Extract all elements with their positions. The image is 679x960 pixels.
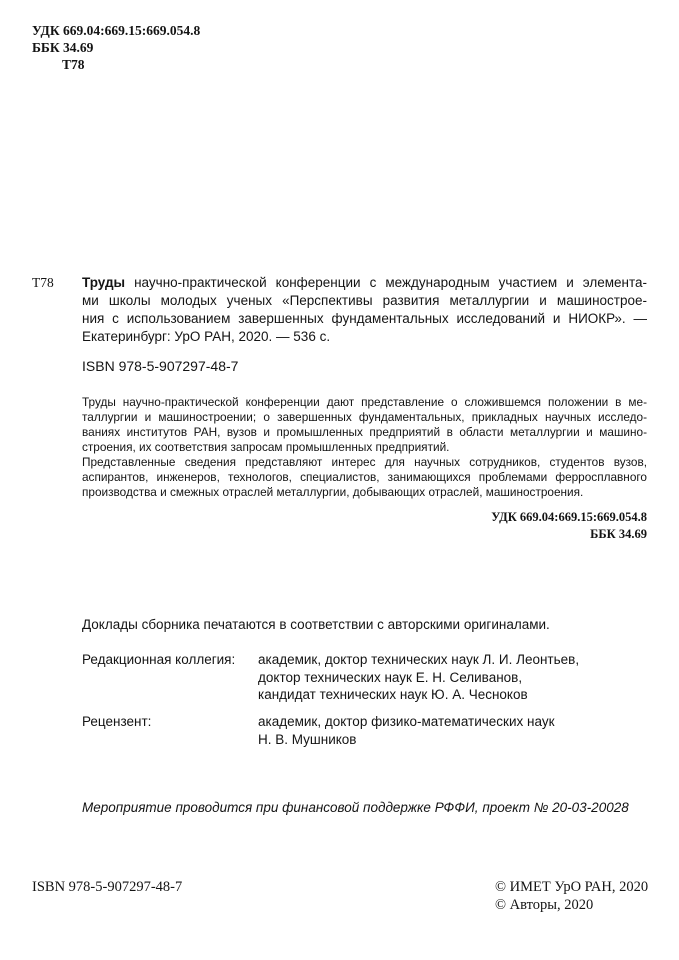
classification-header: [32, 22, 200, 73]
entry-title-lead: Труды: [82, 275, 126, 290]
reviewer-title: академик, доктор физико-математических наук: [258, 714, 555, 729]
isbn: ISBN 978-5-907297-48-7: [82, 358, 239, 374]
copyright-line: © ИМЕТ УрО РАН, 2020: [495, 879, 649, 895]
editorial-member: академик, доктор технических наук Л. И. Леонтьев,: [258, 652, 580, 667]
editorial-board-label: Редакционная коллегия:: [82, 652, 236, 667]
abstract-paragraph: [82, 455, 647, 500]
abstract-line: строения, их соответствия запросам промышленных предприятий.: [82, 440, 450, 454]
abstract-line: таллургии и машиностроении; о завершенных фундаментальных, прикладных научных исследо-: [82, 410, 647, 424]
abstract-line: Труды научно-практической конференции дают представление о сложившемся положении в ме-: [82, 395, 647, 409]
entry-line: [82, 274, 647, 292]
abstract-line: аспирантов, инженеров, технологов, специалистов, занимающихся проблемами ферросплавного: [82, 470, 647, 484]
udk-code: УДК 669.04:669.15:669.054.8: [491, 510, 647, 524]
entry-line: ми школы молодых ученых «Перспективы развития металлургии и машинострое-: [82, 293, 647, 308]
bbk-code: ББК 34.69: [32, 40, 94, 55]
funding-note: Мероприятие проводится при финансовой поддержке РФФИ, проект № 20-03-20028: [82, 800, 629, 815]
footer-isbn: ISBN 978-5-907297-48-7: [32, 879, 183, 895]
abstract-line: Представленные сведения представляют интерес для научных сотрудников, студентов вузов,: [82, 455, 647, 469]
udk-code: УДК 669.04:669.15:669.054.8: [32, 23, 201, 38]
entry-line: Екатеринбург: УрО РАН, 2020. — 536 с.: [82, 329, 331, 344]
entry-line: ния с использованием завершенных фундаментальных исследований и НИОКР». —: [82, 311, 647, 326]
bibliographic-entry: [82, 274, 647, 346]
editorial-member: доктор технических наук Е. Н. Селиванов,: [258, 669, 523, 685]
author-mark: Т78: [62, 57, 85, 72]
editorial-board-members: [258, 651, 579, 704]
entry-line-text: научно-практической конференции с международным участием и элемента-: [134, 275, 647, 290]
printing-note: Доклады сборника печатаются в соответствии с авторскими оригиналами.: [82, 617, 550, 632]
reviewer-name: Н. В. Мушников: [258, 731, 357, 747]
abstract-line: ваниях институтов РАН, вузов и промышленных предприятий в области металлургии и машино-: [82, 425, 647, 439]
abstract-line: производства и смежных отраслей металлургии, добывающих отраслей, машиностроения.: [82, 485, 584, 499]
classification-block: [491, 509, 647, 543]
editorial-member: кандидат технических наук Ю. А. Чесноков: [258, 687, 528, 702]
entry-author-mark: Т78: [32, 275, 54, 290]
bbk-code: ББК 34.69: [590, 527, 647, 541]
abstract: [82, 395, 647, 500]
reviewer-label: Рецензент:: [82, 714, 152, 729]
copyright-block: [495, 878, 648, 914]
reviewer-info: [258, 713, 554, 748]
copyright-line: © Авторы, 2020: [495, 897, 594, 913]
abstract-paragraph: [82, 395, 647, 455]
